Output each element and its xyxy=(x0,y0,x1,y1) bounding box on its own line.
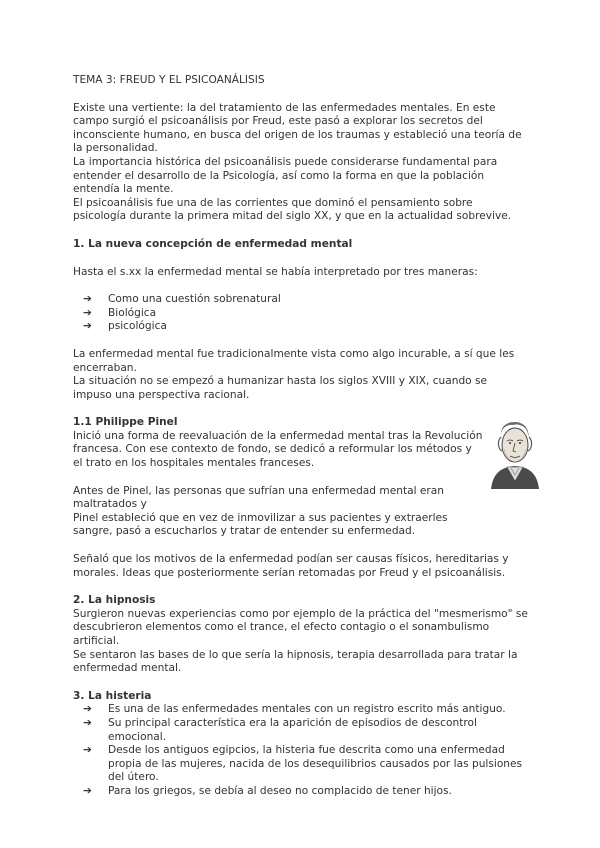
arrow-icon: ➔ xyxy=(83,703,92,716)
pinel-paragraph-2a: Antes de Pinel, las personas que sufrían una enfermedad mental eran maltratados y xyxy=(73,484,444,511)
section-1-paragraph-1: La enfermedad mental fue tradicionalmente vista como algo incurable, a sí que les encerraban. xyxy=(73,347,515,374)
pinel-paragraph-2b: Pinel estableció que en vez de inmovilizar a sus pacientes y extraerles sangre, pasó a escucharlos y tratar de entender su enfermedad. xyxy=(73,511,448,538)
intro-paragraph-2: La importancia histórica del psicoanálisis puede considerarse fundamental para entender el desarrollo de la Psicología, así como la forma en que la población entendía la mente. xyxy=(73,155,498,196)
list-item: ➔ Desde los antiguos egipcios, la histeria fue descrita como una enfermedad propia de las mujeres, nacida de los desequilibrios causados por las pulsiones del útero. xyxy=(83,744,523,784)
hypnosis-paragraph-2: Se sentaron las bases de lo que sería la hipnosis, terapia desarrollada para tratar la enfermedad mental. xyxy=(73,648,518,675)
arrow-icon: ➔ xyxy=(83,716,92,729)
intro-paragraph-3: El psicoanálisis fue una de las corrientes que dominó el pensamiento sobre psicología durante la primera mitad del siglo XX, y que en la actualidad sobrevive. xyxy=(73,196,512,223)
arrow-icon: ➔ xyxy=(83,306,92,319)
arrow-icon: ➔ xyxy=(83,293,92,306)
hysteria-list xyxy=(73,703,528,798)
page-title: TEMA 3: FREUD Y EL PSICOANÁLISIS xyxy=(73,74,265,86)
section-2-heading: 2. La hipnosis xyxy=(73,594,156,607)
document-content xyxy=(73,74,528,799)
list-item: ➔ Su principal característica era la aparición de episodios de descontrol emocional. xyxy=(83,716,477,743)
list-item: ➔ Es una de las enfermedades mentales con un registro escrito más antiguo. xyxy=(83,703,506,716)
pinel-paragraph-3: Señaló que los motivos de la enfermedad podían ser causas físicos, hereditarias y morales. Ideas que posteriormente serían retomadas por Freud y el psicoanálisis. xyxy=(73,553,509,579)
section-1-1-heading: 1.1 Philippe Pinel xyxy=(73,416,178,429)
arrow-icon: ➔ xyxy=(83,744,92,757)
pinel-paragraph-1: Inició una forma de reevaluación de la enfermedad mental tras la Revolución francesa. Con ese contexto de fondo, se dedicó a reformular los métodos y el trato en los hospitales mentales franceses. xyxy=(73,429,483,470)
list-item: ➔ Como una cuestión sobrenatural xyxy=(83,293,281,306)
section-1-paragraph-2: La situación no se empezó a humanizar hasta los siglos XVIII y XIX, cuando se impuso una perspectiva racional. xyxy=(73,375,488,401)
section-1-heading: 1. La nueva concepción de enfermedad mental xyxy=(73,237,353,250)
list-item: ➔ Para los griegos, se debía al deseo no complacido de tener hijos. xyxy=(83,784,452,797)
pinel-portrait-image xyxy=(485,415,545,489)
hypnosis-paragraph-1: Surgieron nuevas experiencias como por ejemplo de la práctica del "mesmerismo" se descubrieron elementos como el trance, el efecto contagio o el sonambulismo artificial. xyxy=(73,607,528,647)
interpretations-list xyxy=(73,293,528,334)
list-item: ➔ psicológica xyxy=(83,320,167,333)
list-item: ➔ Biológica xyxy=(83,306,157,319)
arrow-icon: ➔ xyxy=(83,320,92,333)
pinel-section xyxy=(73,416,528,539)
section-3-heading: 3. La histeria xyxy=(73,689,152,702)
intro-paragraph-1: Existe una vertiente: la del tratamiento de las enfermedades mentales. En este campo surgió el psicoanálisis por Freud, este pasó a explorar los secretos del inconsciente humano, en busca del origen de los traumas y estableció una teoría de la personalidad. xyxy=(73,101,522,155)
arrow-icon: ➔ xyxy=(83,784,92,797)
section-1-lead: Hasta el s.xx la enfermedad mental se había interpretado por tres maneras: xyxy=(73,265,478,278)
